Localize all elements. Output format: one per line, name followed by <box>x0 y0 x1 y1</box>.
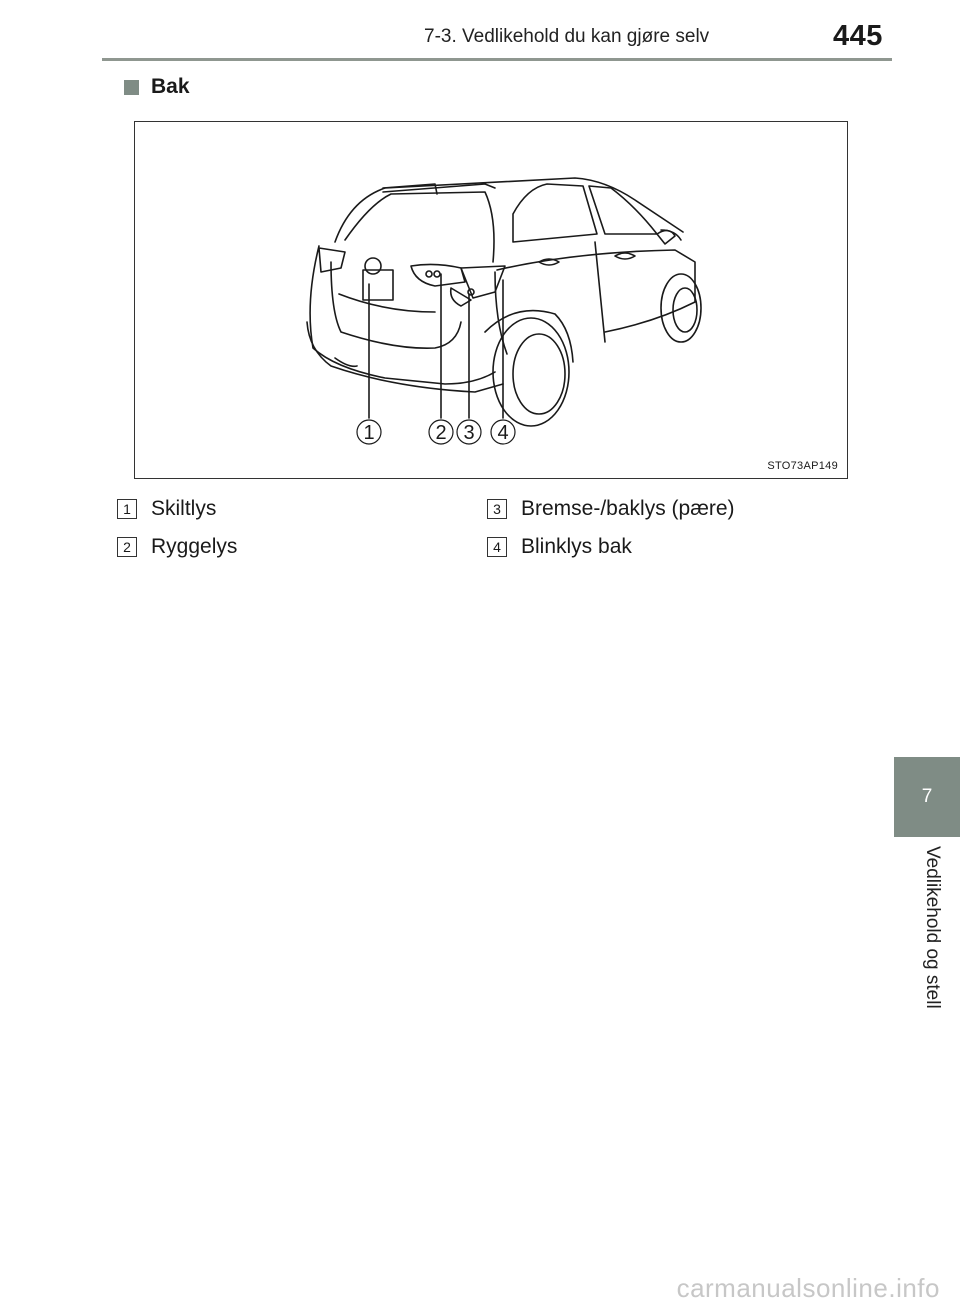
legend-label-4: Blinklys bak <box>521 535 632 558</box>
page-number: 445 <box>833 20 883 52</box>
legend-item-4 <box>487 535 632 559</box>
legend-item-1 <box>117 497 216 521</box>
legend-item-3 <box>487 497 735 521</box>
section-heading-text: Bak <box>151 75 190 98</box>
number-badge-icon: 2 <box>117 537 137 557</box>
callout-1: 1 <box>363 422 375 444</box>
header-rule <box>102 58 892 61</box>
legend-label-1: Skiltlys <box>151 497 217 520</box>
section-heading <box>124 75 190 99</box>
callout-3: 3 <box>463 422 475 444</box>
legend-item-2 <box>117 535 237 559</box>
callout-4: 4 <box>497 422 509 444</box>
chapter-label: Vedlikehold og stell <box>922 846 943 1009</box>
car-rear-figure <box>134 121 848 479</box>
square-bullet-icon <box>124 80 139 95</box>
legend-label-2: Ryggelys <box>151 535 238 558</box>
number-badge-icon: 4 <box>487 537 507 557</box>
callout-2: 2 <box>435 422 447 444</box>
legend-label-3: Bremse-/baklys (pære) <box>521 497 735 520</box>
figure-code: STO73AP149 <box>767 460 838 472</box>
watermark: carmanualsonline.info <box>676 1273 940 1303</box>
number-badge-icon: 1 <box>117 499 137 519</box>
number-badge-icon: 3 <box>487 499 507 519</box>
car-rear-illustration <box>135 122 849 480</box>
header-title: 7-3. Vedlikehold du kan gjøre selv <box>424 26 710 47</box>
chapter-tab[interactable]: 7 <box>894 757 960 837</box>
